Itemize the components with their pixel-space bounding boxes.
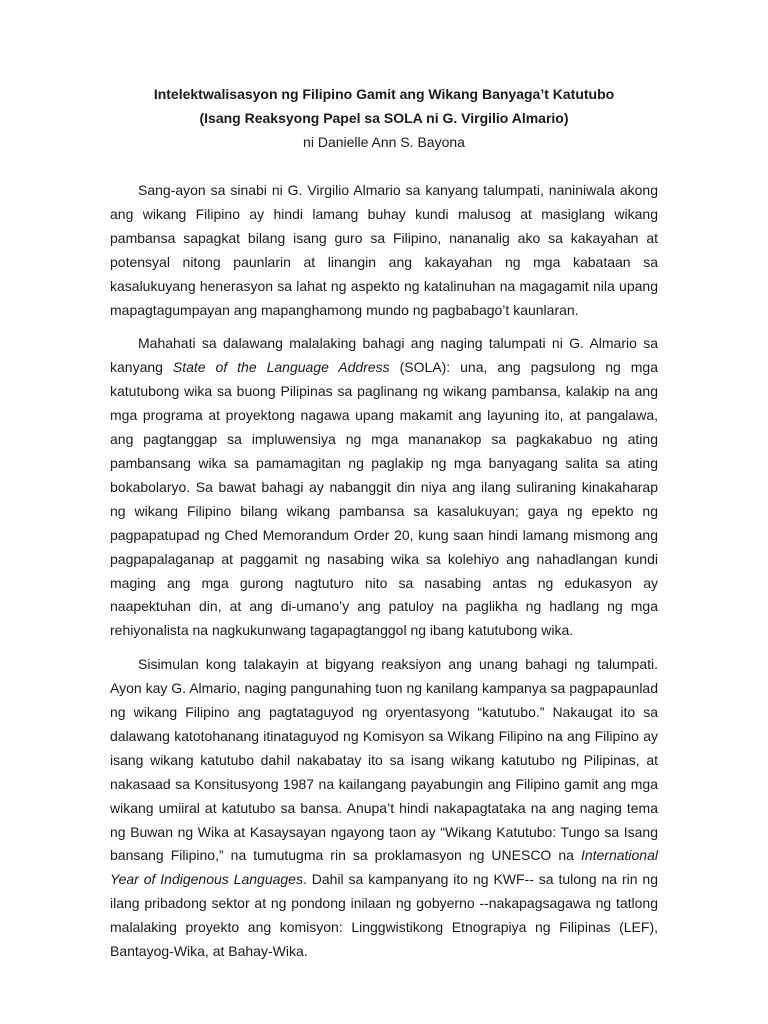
document-body bbox=[110, 179, 658, 974]
paragraph-2-emphasis: State of the Language Address bbox=[172, 359, 390, 376]
paragraph-3 bbox=[110, 653, 658, 964]
paragraph-2-text-a: Mahahati sa dalawang malalaking bahagi ang naging talumpati ni G. Almario sa kanyang bbox=[110, 335, 658, 376]
paragraph-2-text-b: (SOLA): una, ang pagsulong ng mga katutubong wika sa buong Pilipinas sa paglinang ng wikang pambansa, kalakip na ang mga programa at proyektong nagawa upang makamit ang layuning ito, at pangalawa, ang pagtanggap sa impluwensiya ng mga mananakop sa pagkakabuo ng ating pambansang wika sa pamamagitan ng paglakip ng mga banyagang salita sa ating bokabolaryo. Sa bawat bahagi ay nabanggit din niya ang ilang suliraning kinakaharap ng wikang Filipino bilang wikang pambansa sa kasalukuyan; gaya ng epekto ng pagpapatupad ng Ched Memorandum Order 20, kung saan hindi lamang mismong ang pagpapalaganap at paggamit ng nasabing wika sa kolehiyo ang nahadlangan kundi maging ang mga gurong nagtuturo nito sa nasabing antas ng edukasyon ay naapektuhan din, at ang di-umano’y ang patuloy na paglikha ng hadlang ng mga rehiyonalista na nagkukunwang tagapagtanggol ng ibang katutubong wika. bbox=[110, 359, 658, 639]
paragraph-3-emphasis: International Year of Indigenous Languages bbox=[110, 847, 658, 888]
paragraph-2 bbox=[110, 332, 658, 643]
paragraph-1-text: Sang-ayon sa sinabi ni G. Virgilio Almario sa kanyang talumpati, naniniwala akong ang wikang Filipino ay hindi lamang buhay kundi malusog at masiglang wikang pambansa sapagkat bilang isang guro sa Filipino, nananalig ako sa kakayahan at potensyal nitong paunlarin at linangin ang kakayahan ng mga kabataan sa kasalukuyang henerasyon sa lahat ng aspekto ng katalinuhan na magagamit nila upang mapagtagumpayan ang mapanghamong mundo ng pagbabago’t kaunlaran. bbox=[110, 182, 658, 318]
paragraph-3-text-a: Sisimulan kong talakayin at bigyang reaksiyon ang unang bahagi ng talumpati. Ayon kay G. Almario, naging pangunahing tuon ng kanilang kampanya sa pagpapaunlad ng wikang Filipino ang pagtataguyod ng oryentasyong “katutubo.” Nakaugat ito sa dalawang katotohanang itinataguyod ng Komisyon sa Wikang Filipino na ang Filipino ay isang wikang katutubo dahil nakabatay ito sa isang wikang katutubo ng Pilipinas, at nakasaad sa Konsitusyong 1987 na kailangang payabungin ang Filipino gamit ang mga wikang umiiral at katutubo sa bansa. Anupa’t hindi nakapagtataka na ang naging tema ng Buwan ng Wika at Kasaysayan ngayong taon ay “Wikang Katutubo: Tungo sa Isang bansang Filipino,” na tumutugma rin sa proklamasyon ng UNESCO na bbox=[110, 656, 658, 864]
paragraph-1 bbox=[110, 179, 658, 322]
paragraph-3-text-b: . Dahil sa kampanyang ito ng KWF-- sa tulong na rin ng ilang pribadong sektor at ng pondong inilaan ng gobyerno --nakapagsagawa ng tatlong malalaking proyekto ang komisyon: Linggwistikong Etnograpiya ng Filipinas (LEF), Bantayog-Wika, at Bahay-Wika. bbox=[110, 871, 659, 960]
document-subtitle: (Isang Reaksyong Papel sa SOLA ni G. Virgilio Almario) bbox=[199, 110, 569, 126]
document-title: Intelektwalisasyon ng Filipino Gamit ang Wikang Banyaga’t Katutubo bbox=[153, 86, 615, 102]
document-author: ni Danielle Ann S. Bayona bbox=[303, 134, 465, 150]
